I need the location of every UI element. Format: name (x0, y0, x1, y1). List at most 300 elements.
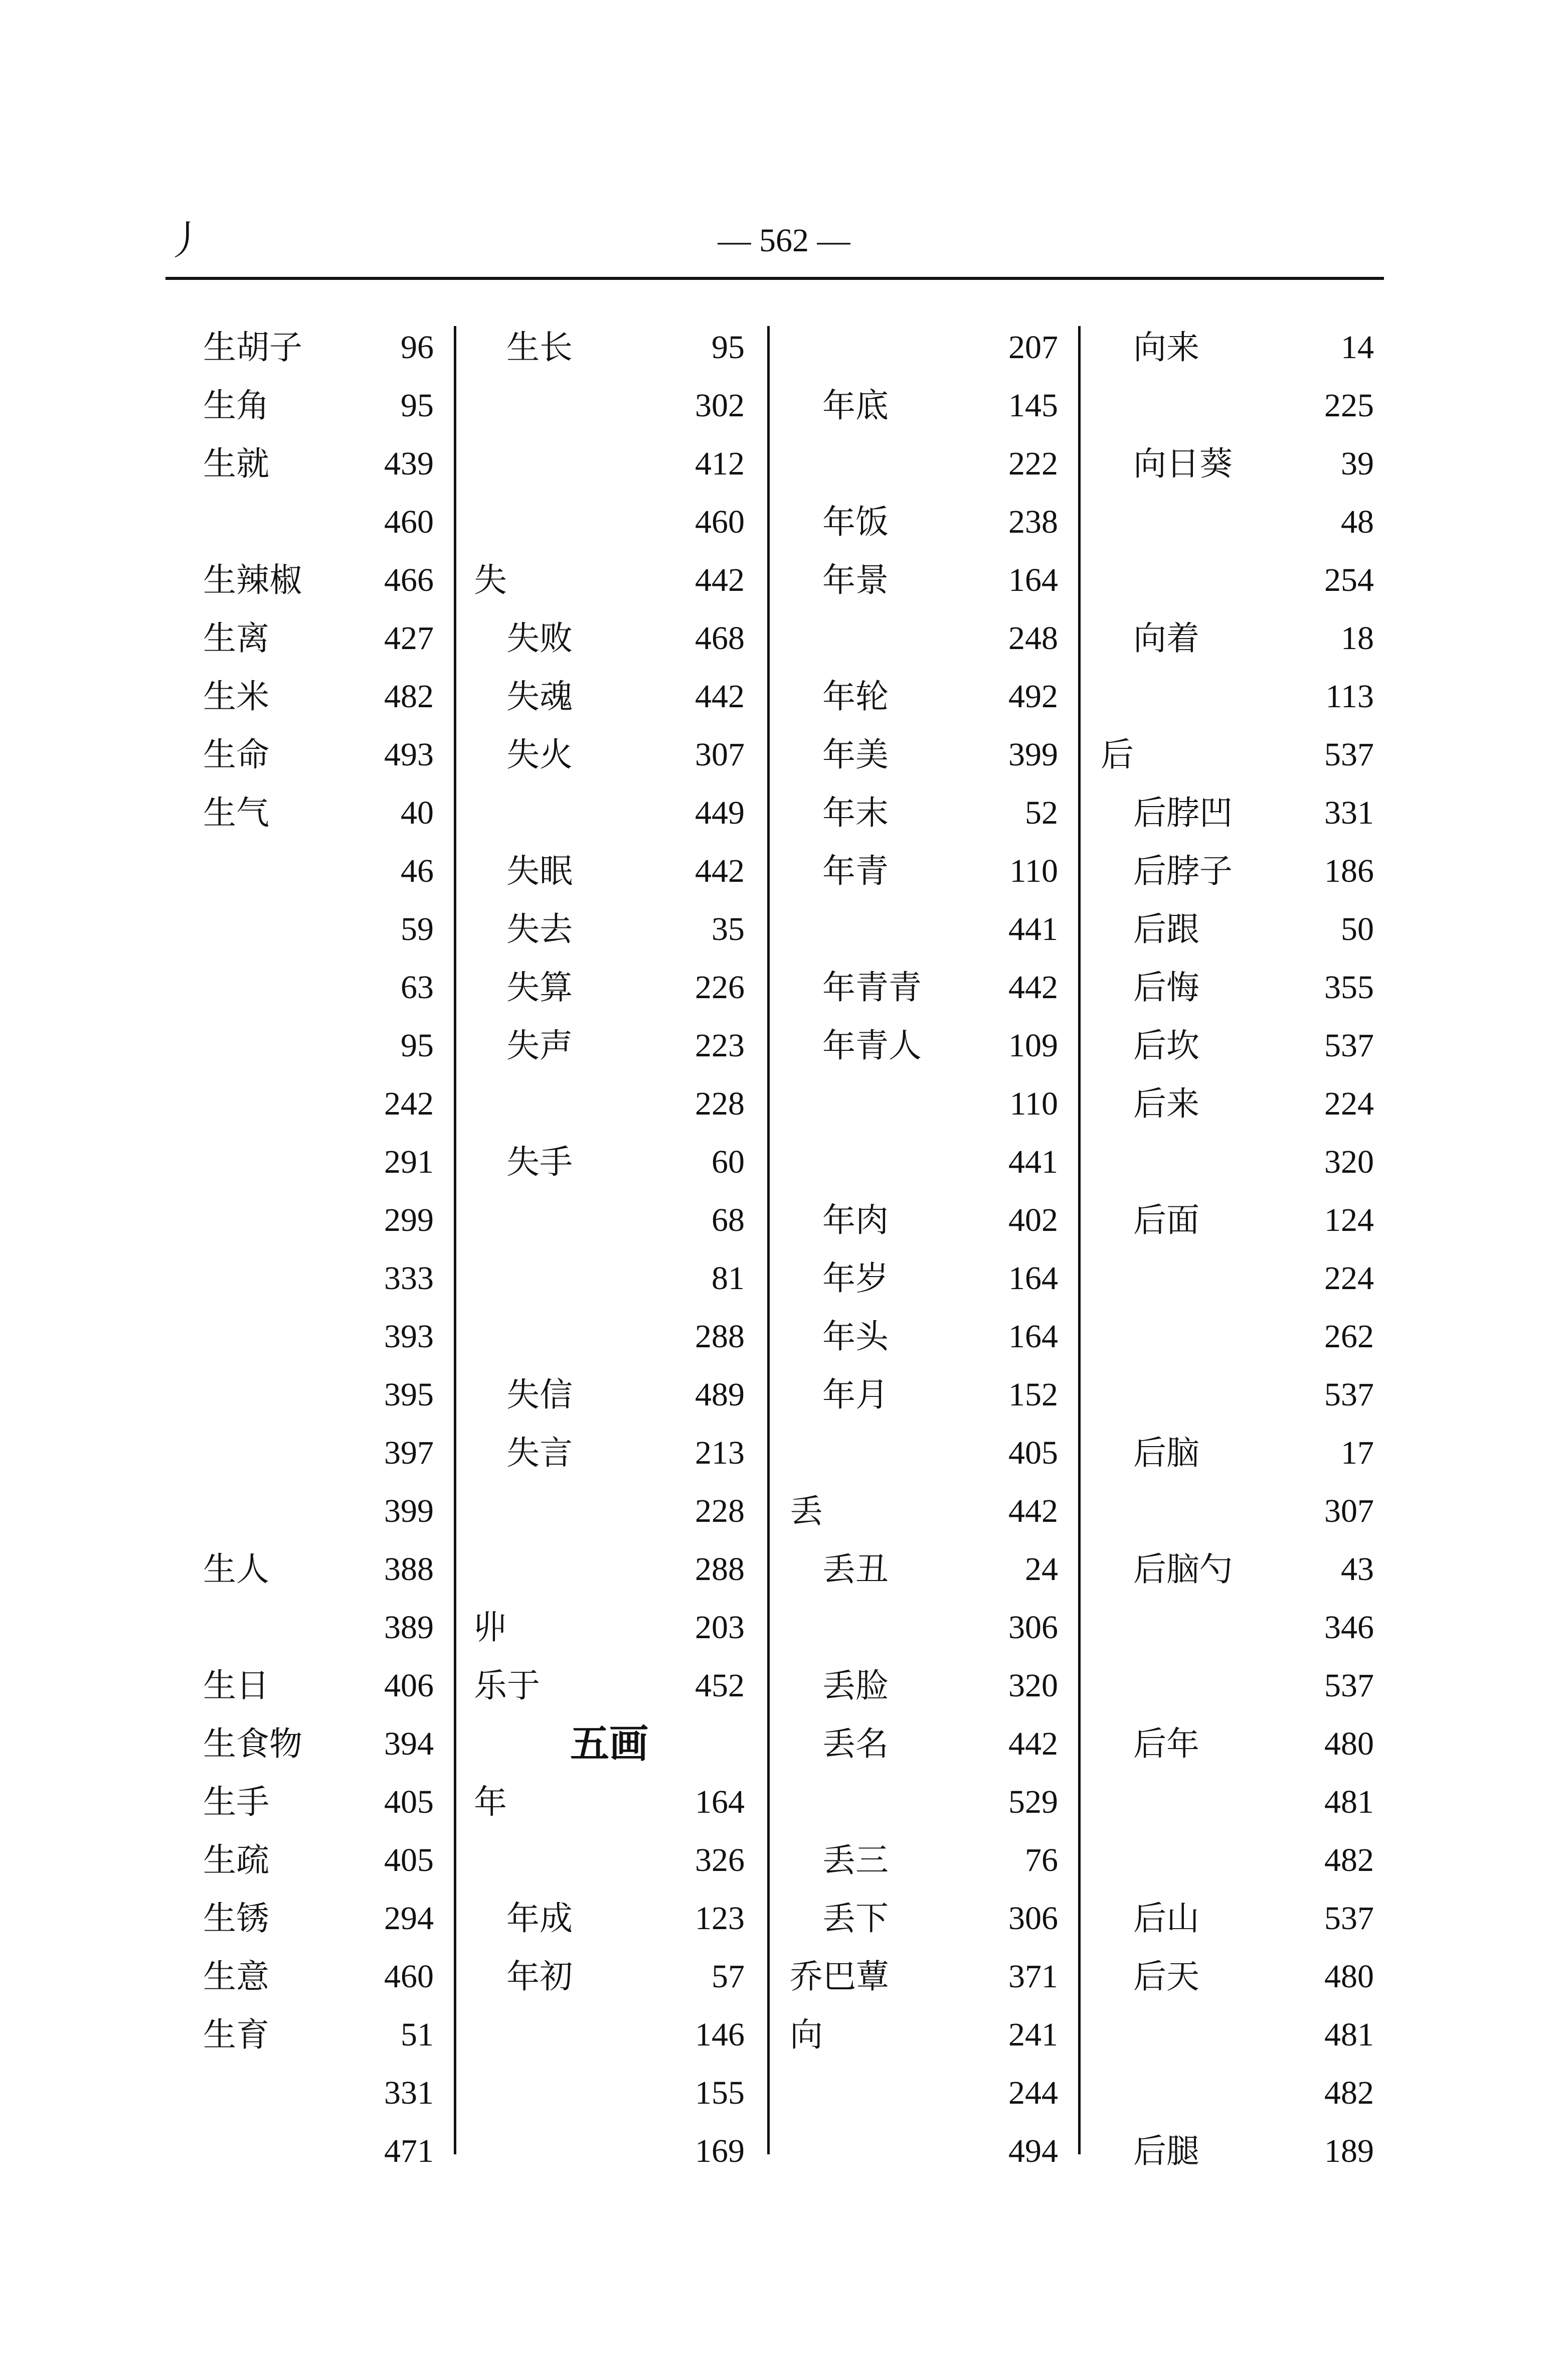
index-page-ref: 238 (1008, 504, 1058, 540)
index-term: 后脖凹 (1133, 794, 1233, 832)
index-term: 年青 (822, 852, 889, 890)
index-page-ref: 60 (712, 1144, 745, 1180)
index-page-ref: 302 (695, 387, 745, 424)
index-page-ref: 481 (1324, 1784, 1374, 1820)
index-entry (780, 1249, 1068, 1308)
index-page-ref: 288 (695, 1318, 745, 1355)
index-page-ref: 294 (384, 1900, 434, 1937)
radical-mark: 丿 (165, 217, 206, 264)
header-rule (165, 277, 1384, 280)
index-entry (464, 784, 755, 842)
index-term: 生胡子 (203, 328, 302, 367)
index-page-ref: 242 (384, 1085, 434, 1122)
index-entry (780, 1948, 1068, 2006)
index-entry (193, 319, 444, 377)
index-page-ref: 109 (1008, 1027, 1058, 1064)
index-term: 丢三 (822, 1841, 889, 1879)
index-entry (464, 1889, 755, 1948)
index-page-ref: 291 (384, 1144, 434, 1180)
index-page-ref: 537 (1324, 736, 1374, 773)
index-entry (464, 726, 755, 784)
index-entry (193, 493, 444, 551)
index-entry (1091, 1831, 1384, 1889)
column-divider (454, 326, 456, 2154)
index-page-ref: 244 (1008, 2075, 1058, 2111)
index-page-ref: 320 (1008, 1667, 1058, 1704)
column-divider (1078, 326, 1081, 2154)
index-page-ref: 397 (384, 1435, 434, 1471)
index-entry (1091, 1133, 1384, 1191)
index-entry (464, 1308, 755, 1366)
index-page-ref: 460 (695, 504, 745, 540)
index-term: 后天 (1133, 1957, 1199, 1996)
index-entry (1091, 900, 1384, 959)
index-entry (193, 726, 444, 784)
index-page-ref: 320 (1324, 1144, 1374, 1180)
index-term: 生就 (203, 444, 269, 483)
index-entry (1091, 609, 1384, 668)
index-table (193, 319, 1384, 2174)
index-term: 失眠 (506, 852, 573, 890)
index-entry (1091, 319, 1384, 377)
index-page-ref: 241 (1008, 2016, 1058, 2053)
index-entry (1091, 1540, 1384, 1599)
index-page-ref: 110 (1009, 853, 1058, 889)
index-term: 后面 (1133, 1201, 1199, 1239)
index-term: 生米 (203, 677, 269, 716)
index-entry (464, 1773, 755, 1831)
index-page-ref: 452 (695, 1667, 745, 1704)
index-page-ref: 402 (1008, 1202, 1058, 1238)
index-entry (193, 1482, 444, 1540)
index-page-ref: 123 (695, 1900, 745, 1937)
index-term: 后年 (1133, 1724, 1199, 1763)
index-entry (1091, 1948, 1384, 2006)
index-entry (193, 551, 444, 609)
index-entry (193, 1540, 444, 1599)
index-entry (1091, 2122, 1384, 2180)
index-entry (780, 784, 1068, 842)
index-entry (1091, 726, 1384, 784)
index-entry (193, 1424, 444, 1482)
index-page-ref: 449 (695, 795, 745, 831)
index-term: 年头 (822, 1317, 889, 1356)
index-term: 向着 (1133, 619, 1199, 658)
index-page-ref: 46 (401, 853, 434, 889)
index-entry (1091, 1191, 1384, 1249)
index-entry (780, 1482, 1068, 1540)
index-page-ref: 481 (1324, 2016, 1374, 2053)
index-page-ref: 405 (1008, 1435, 1058, 1471)
index-page-ref: 68 (712, 1202, 745, 1238)
index-term: 失去 (506, 910, 573, 949)
index-entry (464, 668, 755, 726)
index-page-ref: 482 (1324, 1842, 1374, 1878)
index-page-ref: 405 (384, 1784, 434, 1820)
index-page-ref: 124 (1324, 1202, 1374, 1238)
index-page-ref: 63 (401, 969, 434, 1006)
index-page-ref: 14 (1341, 329, 1374, 366)
index-entry (780, 319, 1068, 377)
index-entry (464, 1540, 755, 1599)
index-entry (193, 1715, 444, 1773)
index-entry (1091, 435, 1384, 493)
index-term: 年轮 (822, 677, 889, 716)
index-entry (193, 1948, 444, 2006)
index-entry (193, 2122, 444, 2180)
index-page-ref: 394 (384, 1725, 434, 1762)
index-page-ref: 460 (384, 504, 434, 540)
index-page-ref: 96 (401, 329, 434, 366)
index-entry (464, 1948, 755, 2006)
index-term: 生辣椒 (203, 561, 302, 599)
index-page-ref: 17 (1341, 1435, 1374, 1471)
index-entry (1091, 377, 1384, 435)
index-page-ref: 399 (384, 1493, 434, 1529)
index-entry (464, 435, 755, 493)
index-page-ref: 307 (1324, 1493, 1374, 1529)
index-term: 年底 (822, 386, 889, 425)
index-term: 生日 (203, 1666, 269, 1705)
index-page-ref: 306 (1008, 1609, 1058, 1646)
index-page-ref: 57 (712, 1958, 745, 1995)
index-entry (1091, 1773, 1384, 1831)
index-page-ref: 186 (1324, 853, 1374, 889)
index-entry (464, 1599, 755, 1657)
index-entry (1091, 842, 1384, 900)
index-entry (780, 1889, 1068, 1948)
index-page-ref: 223 (695, 1027, 745, 1064)
index-entry (464, 2122, 755, 2180)
index-term: 后坎 (1133, 1026, 1199, 1065)
index-entry (464, 1191, 755, 1249)
index-page-ref: 222 (1008, 445, 1058, 482)
index-term: 后脑勺 (1133, 1550, 1233, 1589)
index-entry (1091, 1889, 1384, 1948)
index-term: 生角 (203, 386, 269, 425)
index-page-ref: 326 (695, 1842, 745, 1878)
index-page-ref: 81 (712, 1260, 745, 1297)
index-term: 生意 (203, 1957, 269, 1996)
index-page-ref: 412 (695, 445, 745, 482)
index-page-ref: 537 (1324, 1027, 1374, 1064)
index-term: 年 (474, 1783, 507, 1821)
index-term: 生长 (506, 328, 573, 367)
index-page-ref: 76 (1025, 1842, 1058, 1878)
index-page-ref: 299 (384, 1202, 434, 1238)
index-term: 年末 (822, 794, 889, 832)
index-entry (1091, 1599, 1384, 1657)
index-term: 生食物 (203, 1724, 302, 1763)
index-page-ref: 399 (1008, 736, 1058, 773)
index-page-ref: 155 (695, 2075, 745, 2111)
index-entry (193, 784, 444, 842)
index-entry (780, 2064, 1068, 2122)
index-entry (464, 1424, 755, 1482)
index-entry (1091, 959, 1384, 1017)
index-page-ref: 471 (384, 2133, 434, 2169)
index-entry (464, 900, 755, 959)
index-term: 丢丑 (822, 1550, 889, 1589)
index-page-ref: 24 (1025, 1551, 1058, 1588)
index-term: 年青青 (822, 968, 922, 1007)
index-page-ref: 39 (1341, 445, 1374, 482)
index-page-ref: 406 (384, 1667, 434, 1704)
index-page-ref: 333 (384, 1260, 434, 1297)
index-term: 年景 (822, 561, 889, 599)
index-entry (780, 1017, 1068, 1075)
index-term: 失算 (506, 968, 573, 1007)
index-term: 后腿 (1133, 2132, 1199, 2170)
index-page-ref: 169 (695, 2133, 745, 2169)
index-page-ref: 482 (384, 678, 434, 715)
index-page-ref: 346 (1324, 1609, 1374, 1646)
index-page-ref: 207 (1008, 329, 1058, 366)
index-entry (780, 959, 1068, 1017)
index-entry (1091, 668, 1384, 726)
index-entry (780, 1366, 1068, 1424)
index-term: 向 (790, 2015, 823, 2054)
index-column-3 (780, 319, 1068, 2174)
index-page-ref: 95 (401, 1027, 434, 1064)
index-page-ref: 441 (1008, 1144, 1058, 1180)
index-page-ref: 164 (1008, 1260, 1058, 1297)
index-term: 年饭 (822, 503, 889, 541)
index-term: 后跟 (1133, 910, 1199, 949)
index-entry (464, 377, 755, 435)
index-entry (1091, 1366, 1384, 1424)
index-entry (780, 1133, 1068, 1191)
section-heading (464, 1715, 755, 1773)
index-term: 年岁 (822, 1259, 889, 1298)
index-term: 后来 (1133, 1084, 1199, 1123)
index-page-ref: 395 (384, 1376, 434, 1413)
index-entry (464, 493, 755, 551)
index-page-ref: 95 (401, 387, 434, 424)
index-term: 失信 (506, 1375, 573, 1414)
index-entry (464, 842, 755, 900)
index-entry (780, 551, 1068, 609)
index-term: 生锈 (203, 1899, 269, 1938)
index-page-ref: 262 (1324, 1318, 1374, 1355)
index-term: 乔巴蕈 (790, 1957, 889, 1996)
index-term: 生命 (203, 735, 269, 774)
index-entry (193, 1249, 444, 1308)
index-page-ref: 393 (384, 1318, 434, 1355)
index-entry (193, 377, 444, 435)
index-entry (780, 900, 1068, 959)
index-entry (464, 1657, 755, 1715)
index-entry (1091, 1424, 1384, 1482)
index-entry (780, 1715, 1068, 1773)
index-entry (464, 609, 755, 668)
index-page-ref: 442 (695, 678, 745, 715)
index-page-ref: 482 (1324, 2075, 1374, 2111)
index-page-ref: 468 (695, 620, 745, 657)
index-page-ref: 489 (695, 1376, 745, 1413)
index-entry (193, 1308, 444, 1366)
index-term: 向来 (1133, 328, 1199, 367)
index-term: 丢名 (822, 1724, 889, 1763)
index-page-ref: 537 (1324, 1900, 1374, 1937)
index-term: 年肉 (822, 1201, 889, 1239)
index-entry (193, 2064, 444, 2122)
index-entry (464, 1482, 755, 1540)
index-term: 生人 (203, 1550, 269, 1589)
index-term: 年月 (822, 1375, 889, 1414)
index-column-1 (193, 319, 444, 2174)
section-heading-label: 五画 (570, 1721, 648, 1767)
index-entry (193, 959, 444, 1017)
index-term: 丱 (474, 1608, 507, 1647)
column-divider (767, 326, 770, 2154)
index-page-ref: 224 (1324, 1260, 1374, 1297)
index-entry (464, 1075, 755, 1133)
index-entry (193, 1889, 444, 1948)
index-term: 年初 (506, 1957, 573, 1996)
index-term: 后山 (1133, 1899, 1199, 1938)
index-term: 丢脸 (822, 1666, 889, 1705)
index-entry (193, 668, 444, 726)
index-entry (1091, 784, 1384, 842)
index-page-ref: 480 (1324, 1958, 1374, 1995)
index-entry (780, 2122, 1068, 2180)
index-term: 失败 (506, 619, 573, 658)
index-term: 后悔 (1133, 968, 1199, 1007)
index-page-ref: 442 (1008, 1725, 1058, 1762)
index-page-ref: 371 (1008, 1958, 1058, 1995)
index-entry (193, 1075, 444, 1133)
index-page-ref: 35 (712, 911, 745, 948)
index-page-ref: 493 (384, 736, 434, 773)
index-page-ref: 494 (1008, 2133, 1058, 2169)
page-number: — 562 — (718, 222, 850, 259)
index-entry (464, 1366, 755, 1424)
index-page-ref: 113 (1325, 678, 1374, 715)
index-term: 丢下 (822, 1899, 889, 1938)
index-entry (1091, 1715, 1384, 1773)
index-page-ref: 288 (695, 1551, 745, 1588)
index-page-ref: 43 (1341, 1551, 1374, 1588)
index-column-2 (464, 319, 755, 2174)
index-column-4 (1091, 319, 1384, 2174)
index-entry (193, 1133, 444, 1191)
index-page-ref: 306 (1008, 1900, 1058, 1937)
index-term: 失言 (506, 1434, 573, 1472)
index-term: 年青人 (822, 1026, 922, 1065)
index-term: 失声 (506, 1026, 573, 1065)
index-page-ref: 442 (695, 562, 745, 598)
index-page-ref: 389 (384, 1609, 434, 1646)
index-page-ref: 189 (1324, 2133, 1374, 2169)
index-page-ref: 388 (384, 1551, 434, 1588)
index-entry (780, 1191, 1068, 1249)
index-term: 年美 (822, 735, 889, 774)
index-term: 向日葵 (1133, 444, 1233, 483)
index-entry (780, 1657, 1068, 1715)
index-entry (1091, 1075, 1384, 1133)
index-page-ref: 355 (1324, 969, 1374, 1006)
index-page-ref: 59 (401, 911, 434, 948)
index-page-ref: 164 (1008, 1318, 1058, 1355)
index-entry (780, 1075, 1068, 1133)
index-page-ref: 152 (1008, 1376, 1058, 1413)
index-page-ref: 52 (1025, 795, 1058, 831)
index-page-ref: 50 (1341, 911, 1374, 948)
index-term: 失魂 (506, 677, 573, 716)
index-page-ref: 442 (695, 853, 745, 889)
index-entry (464, 551, 755, 609)
index-page-ref: 254 (1324, 562, 1374, 598)
index-page-ref: 226 (695, 969, 745, 1006)
index-entry (464, 1831, 755, 1889)
index-page-ref: 405 (384, 1842, 434, 1878)
index-page-ref: 460 (384, 1958, 434, 1995)
index-entry (1091, 2006, 1384, 2064)
index-entry (780, 1773, 1068, 1831)
index-term: 后脖子 (1133, 852, 1233, 890)
index-entry (193, 900, 444, 959)
index-entry (1091, 2064, 1384, 2122)
index-term: 失 (474, 561, 507, 599)
index-entry (464, 959, 755, 1017)
index-page-ref: 537 (1324, 1667, 1374, 1704)
index-page-ref: 307 (695, 736, 745, 773)
index-entry (464, 1249, 755, 1308)
index-term: 乐于 (474, 1666, 540, 1705)
index-entry (1091, 493, 1384, 551)
index-term: 丢 (790, 1492, 823, 1530)
index-entry (780, 1599, 1068, 1657)
index-entry (193, 842, 444, 900)
index-entry (193, 1831, 444, 1889)
index-term: 生疏 (203, 1841, 269, 1879)
index-term: 生离 (203, 619, 269, 658)
index-entry (780, 377, 1068, 435)
index-entry (780, 668, 1068, 726)
index-page-ref: 95 (712, 329, 745, 366)
index-term: 生手 (203, 1783, 269, 1821)
index-entry (193, 1017, 444, 1075)
index-page-ref: 537 (1324, 1376, 1374, 1413)
index-entry (193, 1599, 444, 1657)
index-page-ref: 225 (1324, 387, 1374, 424)
index-term: 失火 (506, 735, 573, 774)
index-page-ref: 466 (384, 562, 434, 598)
index-entry (1091, 1308, 1384, 1366)
index-page-ref: 224 (1324, 1085, 1374, 1122)
index-entry (780, 1308, 1068, 1366)
index-entry (464, 1133, 755, 1191)
index-page-ref: 427 (384, 620, 434, 657)
index-entry (1091, 1657, 1384, 1715)
index-page-ref: 442 (1008, 969, 1058, 1006)
index-page-ref: 213 (695, 1435, 745, 1471)
index-entry (193, 1657, 444, 1715)
index-entry (1091, 551, 1384, 609)
index-page-ref: 439 (384, 445, 434, 482)
index-page-ref: 441 (1008, 911, 1058, 948)
index-entry (193, 1773, 444, 1831)
index-page-ref: 164 (695, 1784, 745, 1820)
index-entry (780, 609, 1068, 668)
index-page-ref: 480 (1324, 1725, 1374, 1762)
index-term: 失手 (506, 1143, 573, 1181)
index-page-ref: 331 (1324, 795, 1374, 831)
index-entry (780, 2006, 1068, 2064)
index-page-ref: 164 (1008, 562, 1058, 598)
index-entry (193, 1191, 444, 1249)
